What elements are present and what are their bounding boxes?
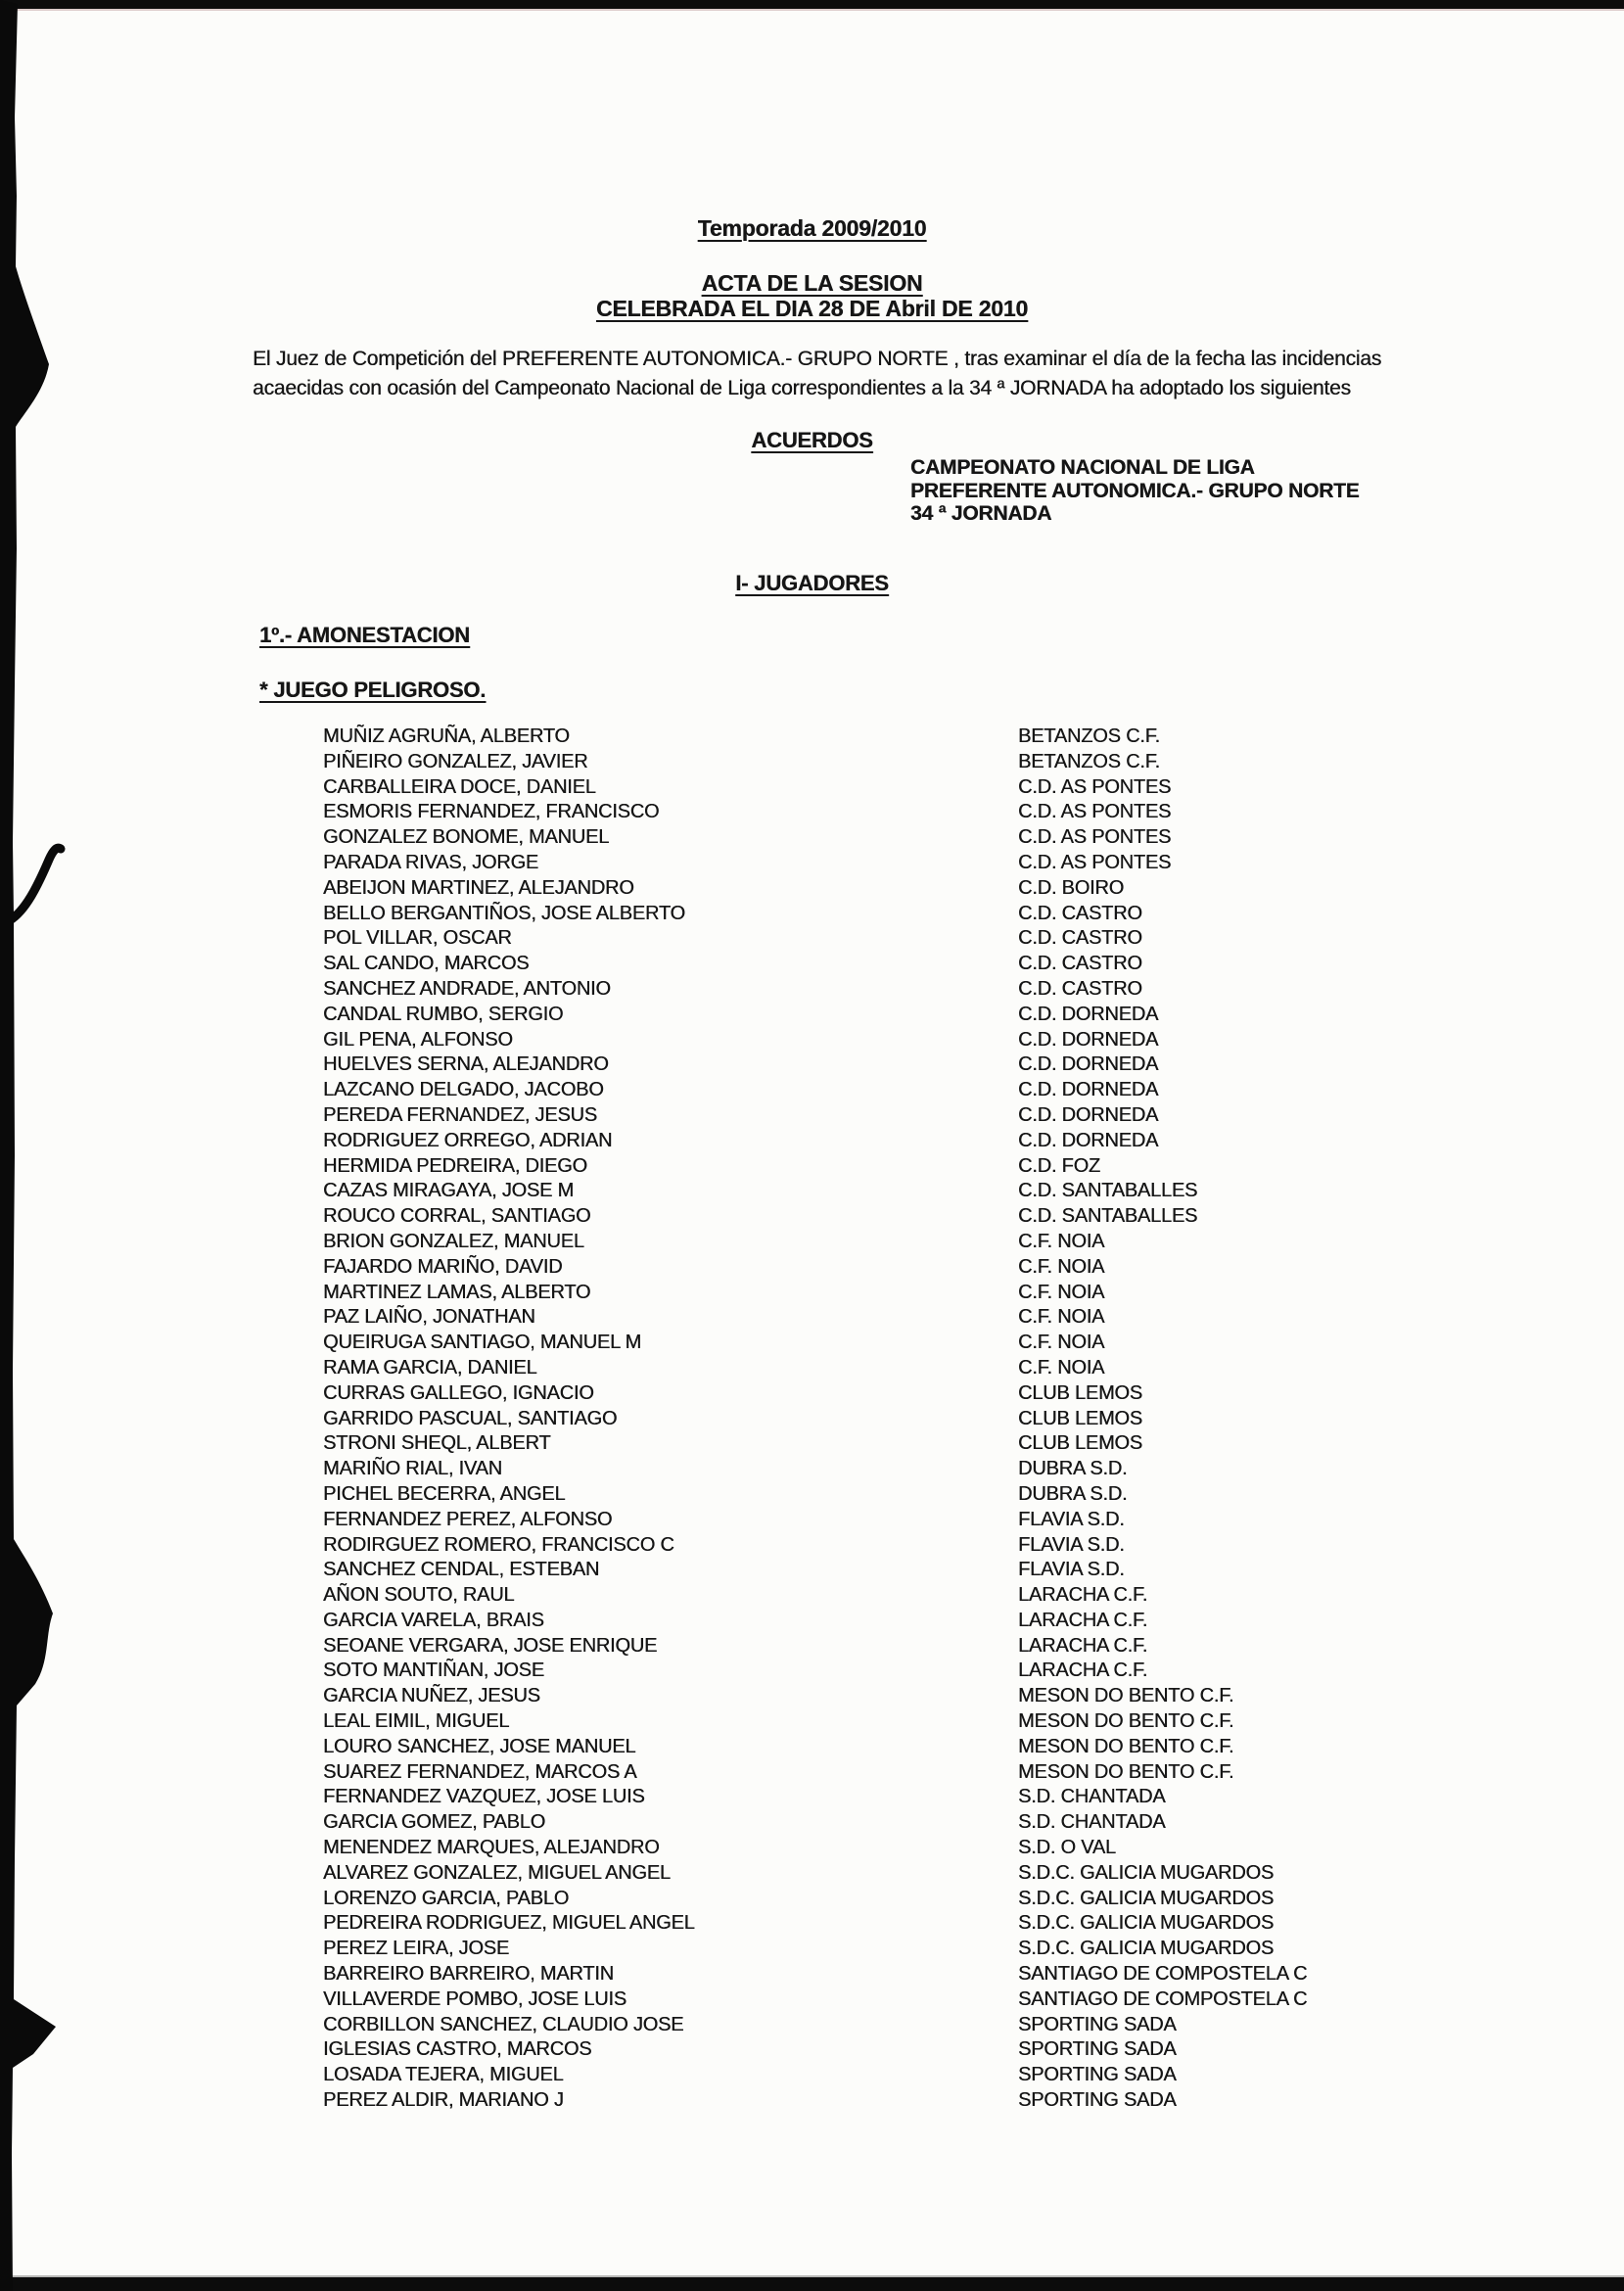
players-section-heading (0, 571, 1624, 596)
player-name: MARIÑO RIAL, IVAN (323, 1458, 502, 1480)
player-team: SPORTING SADA (1018, 2013, 1177, 2035)
player-name: FERNANDEZ VAZQUEZ, JOSE LUIS (323, 1786, 645, 1808)
intro-paragraph (253, 345, 1535, 403)
player-team: C.D. SANTABALLES (1018, 1180, 1198, 1202)
player-team: C.F. NOIA (1018, 1230, 1105, 1252)
player-name: RAMA GARCIA, DANIEL (323, 1356, 537, 1379)
player-team: C.D. CASTRO (1018, 953, 1142, 975)
season-title (0, 215, 1624, 242)
player-team: C.F. NOIA (1018, 1255, 1105, 1278)
scan-edge-left (0, 0, 69, 2291)
player-team: SPORTING SADA (1018, 2064, 1177, 2086)
player-team: C.D. AS PONTES (1018, 826, 1172, 849)
player-team: CLUB LEMOS (1018, 1407, 1142, 1429)
player-name: LEAL EIMIL, MIGUEL (323, 1710, 510, 1733)
player-team: FLAVIA S.D. (1018, 1508, 1125, 1530)
player-team: S.D. CHANTADA (1018, 1811, 1166, 1834)
player-name: SAL CANDO, MARCOS (323, 953, 530, 975)
sanction-row (323, 1659, 1148, 1684)
player-name: GARCIA NUÑEZ, JESUS (323, 1685, 540, 1707)
player-team: C.F. NOIA (1018, 1356, 1105, 1379)
player-team: S.D.C. GALICIA MUGARDOS (1018, 1887, 1275, 1909)
sanction-row (323, 2088, 1177, 2114)
sanction-row (323, 1331, 1105, 1356)
sanction-row (323, 876, 1125, 902)
session-title-line1: ACTA DE LA SESION (701, 270, 923, 296)
session-title (0, 270, 1624, 321)
player-name: FAJARDO MARIÑO, DAVID (323, 1255, 563, 1278)
sanction-row (323, 1052, 1159, 1078)
sanction-row (323, 725, 1160, 750)
player-team: FLAVIA S.D. (1018, 1533, 1125, 1556)
sanction-row (323, 1810, 1166, 1836)
sanctions-list (323, 725, 1308, 2114)
sanction-row (323, 1230, 1105, 1255)
sanction-row (323, 1003, 1159, 1028)
sanction-row (323, 1305, 1105, 1331)
admonition-heading-text: 1º.- AMONESTACION (259, 623, 470, 647)
player-team: BETANZOS C.F. (1018, 750, 1160, 772)
player-team: C.D. AS PONTES (1018, 851, 1172, 873)
player-name: ROUCO CORRAL, SANTIAGO (323, 1205, 591, 1228)
player-team: C.D. DORNEDA (1018, 1003, 1159, 1025)
sanction-row (323, 1911, 1275, 1937)
player-team: C.D. CASTRO (1018, 927, 1142, 950)
admonition-heading (259, 623, 470, 648)
player-name: MARTINEZ LAMAS, ALBERTO (323, 1281, 591, 1303)
player-team: C.F. NOIA (1018, 1306, 1105, 1329)
dangerous-play-heading (259, 678, 486, 703)
sanction-row (323, 1281, 1105, 1306)
sanction-row (323, 800, 1172, 825)
player-team: S.D.C. GALICIA MUGARDOS (1018, 1861, 1275, 1884)
player-name: PEREZ ALDIR, MARIANO J (323, 2089, 564, 2112)
player-team: S.D. CHANTADA (1018, 1786, 1166, 1808)
player-team: MESON DO BENTO C.F. (1018, 1710, 1234, 1733)
player-team: S.D.C. GALICIA MUGARDOS (1018, 1938, 1275, 1960)
player-team: C.D. AS PONTES (1018, 775, 1172, 798)
session-title-line2: CELEBRADA EL DIA 28 DE Abril DE 2010 (596, 296, 1028, 321)
player-name: FERNANDEZ PEREZ, ALFONSO (323, 1508, 613, 1530)
player-team: SANTIAGO DE COMPOSTELA C (1018, 1987, 1308, 2010)
player-name: IGLESIAS CASTRO, MARCOS (323, 2038, 592, 2061)
player-name: PEREZ LEIRA, JOSE (323, 1938, 509, 1960)
sanction-row (323, 1407, 1142, 1432)
agreements-heading-text: ACUERDOS (751, 428, 873, 452)
player-name: ABEIJON MARTINEZ, ALEJANDRO (323, 876, 634, 899)
player-name: ESMORIS FERNANDEZ, FRANCISCO (323, 801, 660, 823)
player-name: BELLO BERGANTIÑOS, JOSE ALBERTO (323, 902, 685, 924)
sanction-row (323, 1709, 1234, 1735)
player-team: C.D. DORNEDA (1018, 1129, 1159, 1151)
player-name: PICHEL BECERRA, ANGEL (323, 1482, 566, 1505)
sanction-row (323, 1558, 1125, 1583)
player-name: HERMIDA PEDREIRA, DIEGO (323, 1154, 587, 1177)
player-team: C.D. CASTRO (1018, 977, 1142, 1000)
player-name: STRONI SHEQL, ALBERT (323, 1432, 551, 1455)
player-name: RODIRGUEZ ROMERO, FRANCISCO C (323, 1533, 674, 1556)
dangerous-play-heading-text: * JUEGO PELIGROSO. (259, 678, 487, 702)
players-section-heading-text: I- JUGADORES (735, 571, 889, 595)
sanction-row (323, 1533, 1125, 1559)
sanction-row (323, 2063, 1177, 2088)
player-team: C.D. CASTRO (1018, 902, 1142, 924)
player-name: CAZAS MIRAGAYA, JOSE M (323, 1180, 575, 1202)
intro-line-1: El Juez de Competición del PREFERENTE AUTONOMICA.- GRUPO NORTE , tras examinar el día de la fecha las incidencias (253, 348, 1382, 370)
player-name: QUEIRUGA SANTIAGO, MANUEL M (323, 1332, 642, 1354)
sanction-row (323, 2013, 1177, 2038)
sanction-row (323, 1937, 1275, 1962)
sanction-row (323, 1431, 1142, 1457)
player-team: C.F. NOIA (1018, 1281, 1105, 1303)
player-name: POL VILLAR, OSCAR (323, 927, 512, 950)
player-name: LORENZO GARCIA, PABLO (323, 1887, 570, 1909)
player-name: GONZALEZ BONOME, MANUEL (323, 826, 610, 849)
player-team: C.D. FOZ (1018, 1154, 1100, 1177)
sanction-row (323, 1609, 1148, 1634)
sanction-row (323, 1482, 1128, 1508)
sanction-row (323, 902, 1142, 927)
player-team: MESON DO BENTO C.F. (1018, 1760, 1234, 1783)
player-team: C.D. DORNEDA (1018, 1079, 1159, 1101)
scan-edge-bottom (0, 2277, 1624, 2291)
player-team: C.D. DORNEDA (1018, 1028, 1159, 1051)
player-team: C.D. SANTABALLES (1018, 1205, 1198, 1228)
sanction-row (323, 1457, 1128, 1482)
player-team: MESON DO BENTO C.F. (1018, 1735, 1234, 1757)
player-team: SANTIAGO DE COMPOSTELA C (1018, 1963, 1308, 1986)
player-name: SANCHEZ CENDAL, ESTEBAN (323, 1559, 600, 1581)
sanction-row (323, 851, 1172, 876)
sanction-row (323, 1381, 1142, 1407)
player-name: PAZ LAIÑO, JONATHAN (323, 1306, 535, 1329)
player-name: GARCIA GOMEZ, PABLO (323, 1811, 545, 1834)
sanction-row (323, 1735, 1234, 1760)
player-name: SOTO MANTIÑAN, JOSE (323, 1660, 544, 1682)
sanction-row (323, 1861, 1275, 1887)
sanction-row (323, 1103, 1159, 1129)
player-team: MESON DO BENTO C.F. (1018, 1685, 1234, 1707)
sanction-row (323, 1028, 1159, 1053)
sanction-row (323, 1179, 1198, 1204)
agreements-heading (0, 428, 1624, 453)
sanction-row (323, 825, 1172, 851)
player-team: SPORTING SADA (1018, 2038, 1177, 2061)
player-team: DUBRA S.D. (1018, 1458, 1128, 1480)
sanction-row (323, 1634, 1148, 1660)
intro-line-2: acaecidas con ocasión del Campeonato Nacional de Liga correspondientes a la 34 ª JORNADA ha adoptado los siguientes (253, 377, 1351, 399)
sanction-row (323, 926, 1142, 952)
player-name: PIÑEIRO GONZALEZ, JAVIER (323, 750, 588, 772)
player-name: SANCHEZ ANDRADE, ANTONIO (323, 977, 611, 1000)
competition-line-1: CAMPEONATO NACIONAL DE LIGA (910, 456, 1255, 479)
sanction-row (323, 2037, 1177, 2063)
scan-edge-top (0, 0, 1624, 9)
competition-line-3: 34 ª JORNADA (910, 502, 1052, 525)
player-name: CANDAL RUMBO, SERGIO (323, 1003, 564, 1025)
player-name: BRION GONZALEZ, MANUEL (323, 1230, 584, 1252)
player-team: C.D. AS PONTES (1018, 801, 1172, 823)
sanction-row (323, 1760, 1234, 1786)
sanction-row (323, 1508, 1125, 1533)
player-team: LARACHA C.F. (1018, 1634, 1148, 1657)
sanction-row (323, 1684, 1234, 1709)
player-name: CORBILLON SANCHEZ, CLAUDIO JOSE (323, 2013, 684, 2035)
player-name: PEDREIRA RODRIGUEZ, MIGUEL ANGEL (323, 1912, 695, 1935)
player-name: GARRIDO PASCUAL, SANTIAGO (323, 1407, 618, 1429)
player-name: LOURO SANCHEZ, JOSE MANUEL (323, 1735, 636, 1757)
sanction-row (323, 1785, 1166, 1810)
sanction-row (323, 1154, 1100, 1180)
sanction-row (323, 1987, 1308, 2013)
sanction-row (323, 1255, 1105, 1281)
player-team: FLAVIA S.D. (1018, 1559, 1125, 1581)
sanction-row (323, 1583, 1148, 1609)
player-name: LOSADA TEJERA, MIGUEL (323, 2064, 564, 2086)
competition-line-2: PREFERENTE AUTONOMICA.- GRUPO NORTE (910, 479, 1360, 502)
player-name: HUELVES SERNA, ALEJANDRO (323, 1053, 609, 1076)
player-name: PARADA RIVAS, JORGE (323, 851, 538, 873)
player-team: LARACHA C.F. (1018, 1609, 1148, 1631)
player-name: PEREDA FERNANDEZ, JESUS (323, 1103, 597, 1126)
scan-left-band (0, 0, 56, 2291)
player-name: MENENDEZ MARQUES, ALEJANDRO (323, 1837, 660, 1859)
sanction-row (323, 750, 1160, 775)
player-name: VILLAVERDE POMBO, JOSE LUIS (323, 1987, 626, 2010)
sanction-row (323, 977, 1142, 1003)
player-team: S.D.C. GALICIA MUGARDOS (1018, 1912, 1275, 1935)
sanction-row (323, 1129, 1159, 1154)
player-name: CARBALLEIRA DOCE, DANIEL (323, 775, 596, 798)
competition-block (910, 456, 1360, 526)
player-team: S.D. O VAL (1018, 1837, 1116, 1859)
player-name: RODRIGUEZ ORREGO, ADRIAN (323, 1129, 613, 1151)
player-team: CLUB LEMOS (1018, 1432, 1142, 1455)
player-team: LARACHA C.F. (1018, 1660, 1148, 1682)
player-team: CLUB LEMOS (1018, 1381, 1142, 1404)
player-team: DUBRA S.D. (1018, 1482, 1128, 1505)
sanction-row (323, 1836, 1116, 1861)
season-title-text: Temporada 2009/2010 (697, 215, 927, 241)
sanction-row (323, 1356, 1105, 1381)
player-name: GARCIA VARELA, BRAIS (323, 1609, 544, 1631)
player-name: SEOANE VERGARA, JOSE ENRIQUE (323, 1634, 658, 1657)
player-name: BARREIRO BARREIRO, MARTIN (323, 1963, 614, 1986)
sanction-row (323, 1078, 1159, 1103)
player-team: C.D. BOIRO (1018, 876, 1125, 899)
player-team: C.D. DORNEDA (1018, 1053, 1159, 1076)
player-name: ALVAREZ GONZALEZ, MIGUEL ANGEL (323, 1861, 671, 1884)
player-name: SUAREZ FERNANDEZ, MARCOS A (323, 1760, 637, 1783)
player-name: CURRAS GALLEGO, IGNACIO (323, 1381, 594, 1404)
sanction-row (323, 1962, 1308, 1987)
player-name: AÑON SOUTO, RAUL (323, 1584, 515, 1607)
sanction-row (323, 1887, 1275, 1912)
player-team: SPORTING SADA (1018, 2089, 1177, 2112)
player-name: MUÑIZ AGRUÑA, ALBERTO (323, 725, 570, 747)
player-team: C.D. DORNEDA (1018, 1103, 1159, 1126)
scan-mark-hook (10, 848, 61, 920)
sanction-row (323, 952, 1142, 977)
sanction-row (323, 775, 1172, 801)
player-team: C.F. NOIA (1018, 1332, 1105, 1354)
player-name: LAZCANO DELGADO, JACOBO (323, 1079, 604, 1101)
player-name: GIL PENA, ALFONSO (323, 1028, 513, 1051)
sanction-row (323, 1204, 1198, 1230)
player-team: BETANZOS C.F. (1018, 725, 1160, 747)
player-team: LARACHA C.F. (1018, 1584, 1148, 1607)
